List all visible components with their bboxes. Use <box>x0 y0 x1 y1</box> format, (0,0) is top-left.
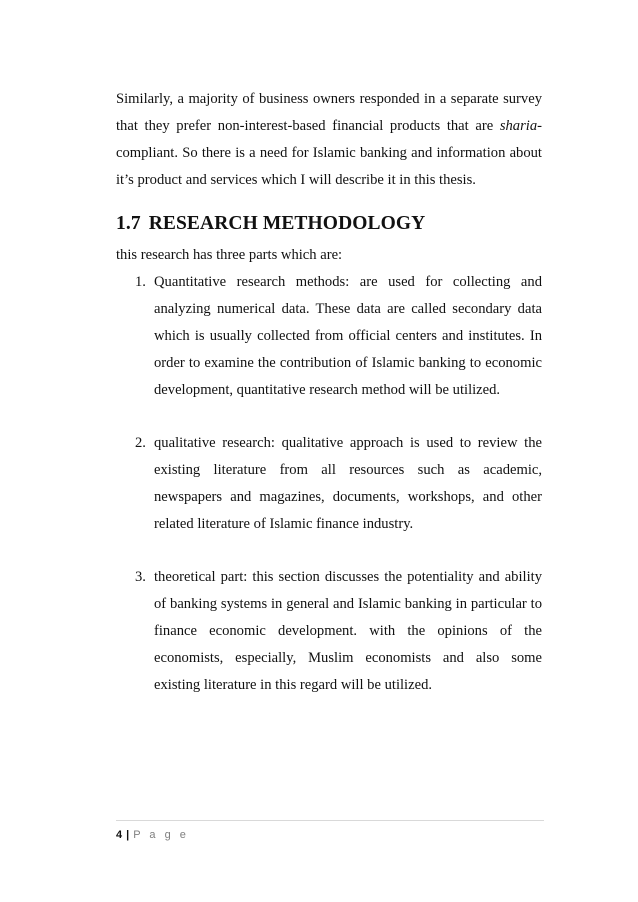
page-footer <box>116 820 544 841</box>
page-label: P a g e <box>133 829 189 841</box>
section-number: 1.7 <box>116 213 141 234</box>
list-item-number: 2. <box>135 435 146 451</box>
intro-text-end: -compliant. So there is a need for Islamic banking and information about it’s product and services which I will describe it in this thesis. <box>116 118 542 188</box>
page-body <box>116 86 542 725</box>
section-lead: this research has three parts which are: <box>116 247 343 263</box>
list-item-text: theoretical part: this section discusses the potentiality and ability of banking systems in general and Islamic banking in particular to finance economic development. with the opinions of the economists, especially, Muslim economists and also some existing literature in this regard will be utilized. <box>154 569 542 693</box>
footer-separator: | <box>126 829 130 841</box>
intro-text-start: Similarly, a majority of business owners responded in a separate survey that they prefer non-interest-based financial products that are <box>116 91 542 134</box>
list-item <box>116 430 542 538</box>
list-item <box>116 564 542 699</box>
list-item <box>116 269 542 404</box>
page-number: 4 <box>116 829 123 841</box>
list-item-number: 3. <box>135 569 146 585</box>
methodology-list <box>116 269 542 699</box>
list-item-text: Quantitative research methods: are used for collecting and analyzing numerical data. These data are called secondary data which is usually collected from official centers and institutes. In order to examine the contribution of Islamic banking to economic development, quantitative research method will be utilized. <box>154 274 542 398</box>
section-heading <box>116 210 542 238</box>
section-title: RESEARCH METHODOLOGY <box>148 213 426 234</box>
list-item-number: 1. <box>135 274 146 290</box>
list-item-text: qualitative research: qualitative approach is used to review the existing literature from all resources such as academic, newspapers and magazines, documents, workshops, and other related literature of Islamic finance industry. <box>154 435 542 532</box>
sharia-emphasis: sharia <box>499 118 538 134</box>
intro-paragraph <box>116 86 542 194</box>
